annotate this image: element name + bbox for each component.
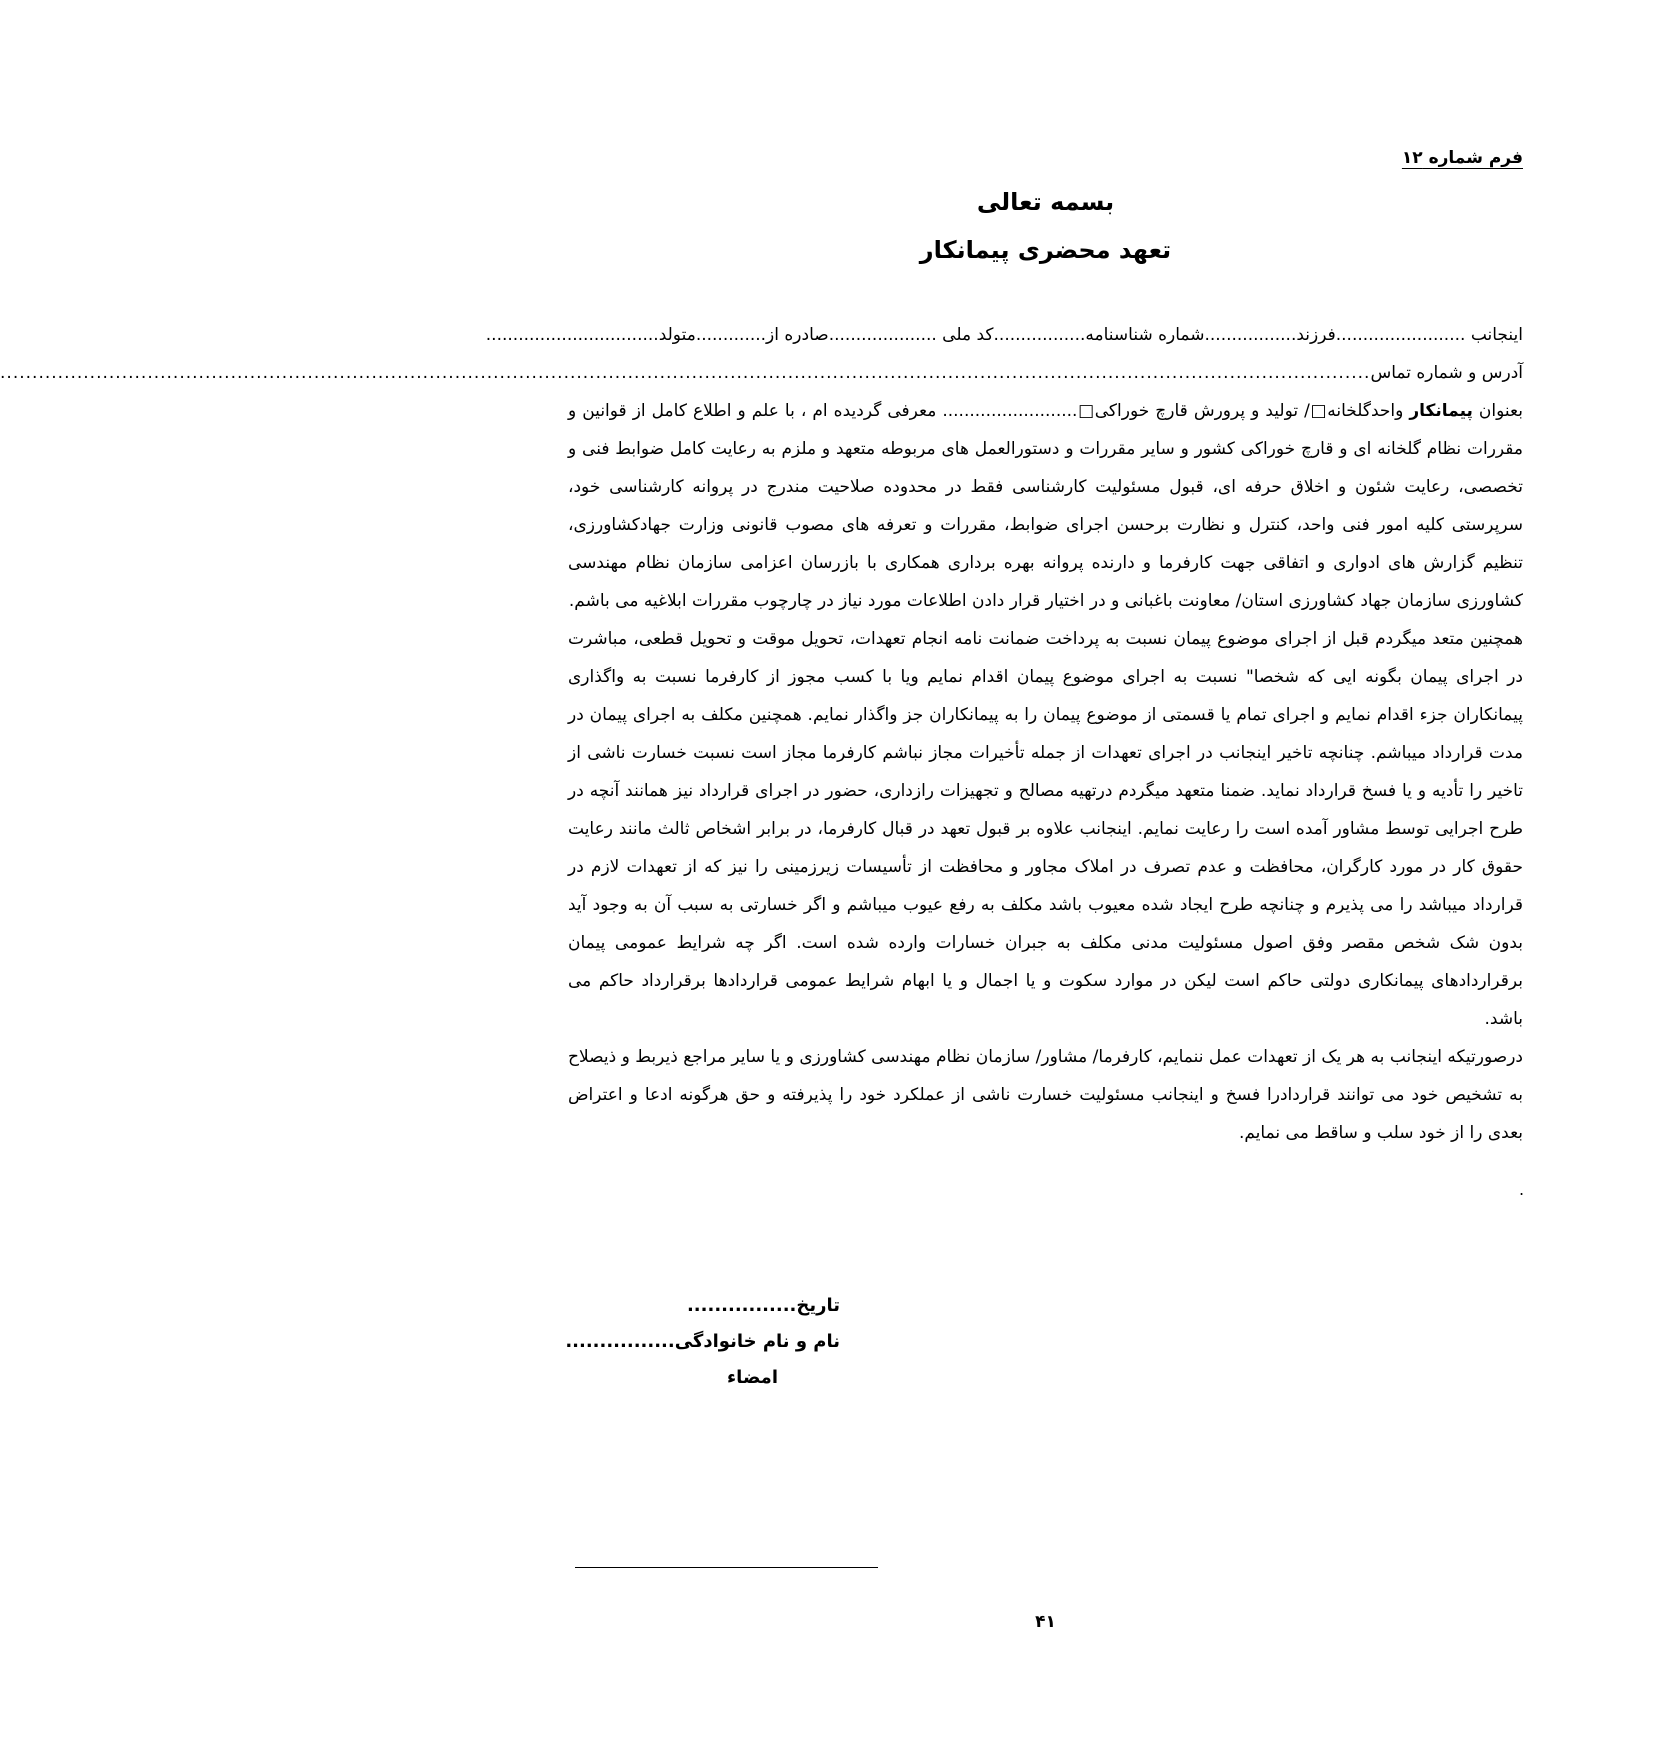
field-father-name: فرزند................. [1204,325,1336,345]
page-number: ۴۱ [1035,1612,1056,1632]
paragraph-commitment [568,392,1523,620]
document-body [0,316,1523,1152]
paragraph-text: واحدگلخانه□/ تولید و پرورش قارچ خوراکی□......................... معرفی گردیده ام ، با علم و اطلاع کامل از قوانین و مقررات نظام گلخانه ای و قارچ خوراکی کشور و سایر مقررات و دستورالعمل های مربوطه متعهد و ملزم به رعایت کامل ضوابط فنی و تخصصی، رعایت شئون و اخلاق حرفه ای، قبول مسئولیت کارشناسی فقط در محدوده صلاحیت مندرج در پروانه کارشناسی خود، سرپرستی کلیه امور فنی واحد، کنترل و نظارت برحسن اجرای ضوابط، مقررات و تعرفه های مصوب قانونی وزارت جهادکشاورزی، تنظیم گزارش های ادواری و اتفاقی جهت کارفرما و دارنده پروانه بهره برداری همکاری با بازرسان اعزامی سازمان نظام مهندسی کشاورزی سازمان جهاد کشاورزی استان/ معاونت باغبانی و در اختیار قرار دادن اطلاعات مورد نیاز در چارچوب مقررات ابلاغیه می باشم. [568,401,1523,611]
personal-info-line [485,316,1523,354]
date-field: تاریخ................ [686,1295,840,1316]
stray-mark: . [1519,1180,1525,1199]
field-name: اینجانب ........................ [1335,325,1523,345]
form-number: فرم شماره ۱۲ [1401,148,1523,168]
footnote-divider [575,1567,878,1568]
full-name-field: نام و نام خانوادگی................ [565,1331,840,1352]
paragraph-obligations: همچنین متعد میگردم قبل از اجرای موضوع پیمان نسبت به پرداخت ضمانت نامه انجام تعهدات، تحویل موقت و تحویل قطعی، مباشرت در اجرای پیمان بگونه ایی که شخصا" نسبت به اجرای موضوع پیمان اقدام نمایم ویا با کسب مجوز از کارفرما نسبت به واگذاری پیمانکاران جزء اقدام نمایم و اجرای تمام یا قسمتی از موضوع پیمان را به پیمانکاران جز واگذار نمایم. همچنین مکلف به اجرای پیمان در مدت قرارداد میباشم. چنانچه تاخیر اینجانب در اجرای تعهدات از جمله تأخیرات مجاز نباشم کارفرما مجاز است نسبت خسارت ناشی از تاخیر را تأدیه و یا فسخ قرارداد نماید. ضمنا متعهد میگردم درتهیه مصالح و تجهیزات رازداری، حضور در اجرای قرارداد نیز همانند آنچه در طرح اجرایی توسط مشاور آمده است را رعایت نمایم. اینجانب علاوه بر قبول تعهد در قبال کارفرما، در برابر اشخاص ثالث مانند رعایت حقوق کار در مورد کارگران، محافظت و عدم تصرف در املاک مجاور و محافظت از تأسیسات زیرزمینی را نیز که از تعهدات لازم در قرارداد میباشد را می پذیرم و چنانچه طرح ایجاد شده معیوب باشد مکلف به رفع عیوب میباشم و اگر خسارتی به سبب آن به وجود آید بدون شک شخص مقصر وفق اصول مسئولیت مدنی مکلف به جبران خسارات وارده شده است. اگر چه شرایط عمومی پیمان برقراردادهای پیمانکاری دولتی حاکم است لیکن در موارد سکوت و یا اجمال و یا ابهام شرایط عمومی قراردادها برقرارداد حاکم می باشد. [568,629,1523,1029]
field-birth: متولد................................ [485,325,696,345]
signature-field: امضاء [726,1367,778,1388]
field-id-and-national-code: شماره شناسنامه.................کد ملی .................... [828,325,1205,345]
address-line [0,354,1523,392]
field-issued-from: صادره از............. [695,325,829,345]
address-label: آدرس و شماره تماس [1370,363,1523,383]
contractor-bold: پیمانکار [1409,401,1473,421]
document-title: تعهد محضری پیمانکار [919,236,1172,264]
document-invocation: بسمه تعالی [976,188,1115,216]
paragraph-termination: درصورتیکه اینجانب به هر یک از تعهدات عمل ننمایم، کارفرما/ مشاور/ سازمان نظام مهندسی کشاورزی و یا سایر مراجع ذیربط و ذیصلاح به تشخیص خود می توانند قراردادرا فسخ و اینجانب مسئولیت خسارت ناشی از عملکرد خود را پذیرفته و حق هرگونه ادعا و اعتراض بعدی را از خود سلب و ساقط می نمایم. [568,1047,1523,1143]
address-dots: ...................................................................................................................................................................................................................... [0,363,1371,383]
signature-block [565,1288,840,1396]
paragraph-prefix: بعنوان [1472,401,1523,421]
